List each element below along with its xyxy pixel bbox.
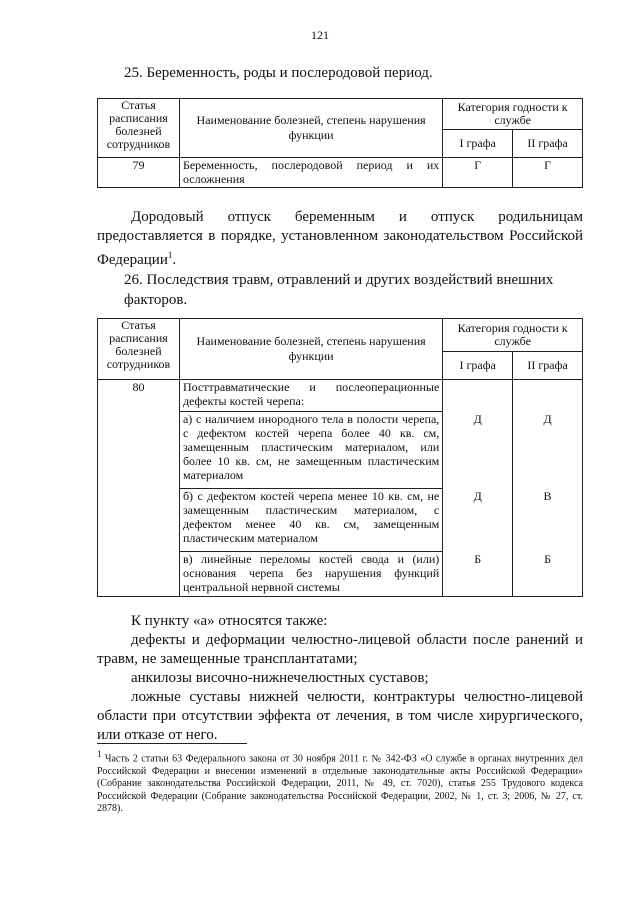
table-header-article: Статья расписания болезней сотрудников	[98, 99, 180, 158]
section-25-paragraph	[97, 208, 583, 270]
footnote-text: Часть 2 статьи 63 Федерального закона от 30 ноября 2011 г. № 342-ФЗ «О службе в органах внутренних дел Российской Федерации и внесении изменений в отдельные законодательные акты Российской Федерации» (Собрание законодательства Российской Федерации, 2011, № 49, ст. 7020), статья 255 Трудового кодекса Российской Федерации (Собрание законодательства Российской Федерации, 2002, № 1, ст. 3; 2006, № 27, ст. 2878).	[97, 753, 583, 815]
table-header-name: Наименование болезней, степень нарушения функции	[179, 319, 442, 380]
table-cell-item-b: б) с дефектом костей черепа менее 10 кв. см, не замещенным пластическим материалом, с дефектом менее 40 кв. см, замещенным пластическим материалом	[179, 489, 442, 552]
note-line: ложные суставы нижней челюсти, контрактуры челюстно-лицевой области при отсутствии эффекта от лечения, в том числе хирургического, или отказе от него.	[97, 689, 583, 743]
note-line: анкилозы височно-нижнечелюстных суставов;	[131, 670, 429, 686]
table-cell-g1-c: Б	[443, 552, 513, 597]
table-cell-g2-a: Д	[513, 412, 583, 489]
section-26-table	[97, 318, 583, 597]
table-header-g2: II графа	[513, 130, 583, 158]
note-line: дефекты и деформации челюстно-лицевой области после ранений и травм, не замещенные трансплантатами;	[97, 632, 583, 667]
footnote-ref: 1	[167, 250, 173, 260]
table-cell-g1-b: Д	[443, 489, 513, 552]
table-cell-article: 79	[98, 158, 180, 188]
table-cell-g2-b: В	[513, 489, 583, 552]
footnote-mark: 1	[97, 749, 102, 759]
table-cell-article: 80	[98, 380, 180, 597]
section-26-notes	[97, 612, 583, 745]
table-cell-item-a: а) с наличием инородного тела в полости черепа, с дефектом костей черепа более 40 кв. см, замещенным пластическим материалом, или более 10 кв. см, не замещенным пластическим материалом	[179, 412, 442, 489]
table-header-g1: I графа	[443, 352, 513, 380]
table-header-g2: II графа	[513, 352, 583, 380]
paragraph-text: Дородовый отпуск беременным и отпуск родильницам предоставляется в порядке, установленном законодательством Российской Федерации	[97, 209, 583, 268]
table-header-article: Статья расписания болезней сотрудников	[98, 319, 180, 380]
footnote	[97, 748, 583, 816]
section-25-table	[97, 98, 583, 188]
table-cell-intro: Посттравматические и послеоперационные дефекты костей черепа:	[179, 380, 442, 412]
section-26-title: 26. Последствия травм, отравлений и других воздействий внешних факторов.	[124, 272, 554, 308]
table-header-name: Наименование болезней, степень нарушения функции	[179, 99, 442, 158]
note-line: К пункту «а» относятся также:	[131, 613, 328, 629]
table-cell-item-c: в) линейные переломы костей свода и (или) основания черепа без нарушения функций центральной нервной системы	[179, 552, 442, 597]
table-cell-g2-c: Б	[513, 552, 583, 597]
table-cell-g1-a: Д	[443, 412, 513, 489]
section-25-title: 25. Беременность, роды и послеродовой период.	[124, 65, 433, 81]
table-header-g1: I графа	[443, 130, 513, 158]
table-cell-g2: Г	[513, 158, 583, 188]
table-cell-g1: Г	[443, 158, 513, 188]
page-number: 121	[311, 28, 329, 42]
paragraph-end: .	[172, 252, 177, 268]
table-cell-name: Беременность, послеродовой период и их осложнения	[179, 158, 442, 188]
table-header-category: Категория годности к службе	[443, 99, 583, 130]
table-header-category: Категория годности к службе	[443, 319, 583, 352]
footnote-divider	[97, 743, 247, 744]
